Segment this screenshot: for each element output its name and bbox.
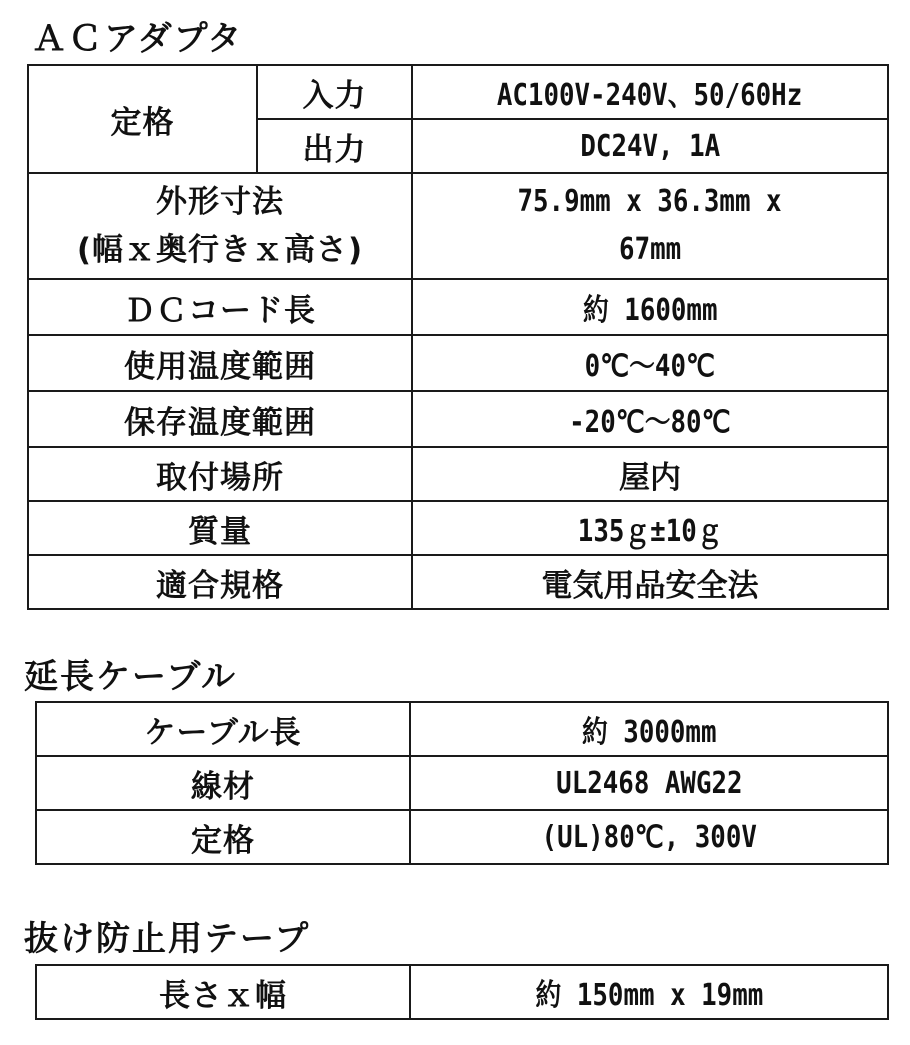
table-row — [36, 965, 888, 1019]
input-label: 入力 — [257, 65, 412, 119]
anti-slip-tape-spec-table — [35, 964, 889, 1020]
ac-adapter-title: ＡＣアダプタ — [32, 19, 244, 59]
dimensions-value-line2: 67mm — [618, 232, 682, 267]
anti-slip-tape-title: 抜け防止用テープ — [24, 919, 311, 959]
table-row — [28, 501, 888, 555]
table-row — [28, 555, 888, 609]
wire-label: 線材 — [36, 756, 410, 810]
dimensions-value-line1: 75.9mm x 36.3mm x — [517, 184, 783, 219]
table-row — [36, 756, 888, 810]
cable-rating-label: 定格 — [36, 810, 410, 864]
table-row — [28, 65, 888, 119]
mass-label: 質量 — [28, 501, 412, 555]
extension-cable-title: 延長ケーブル — [24, 657, 237, 697]
wire-value: UL2468 AWG22 — [555, 765, 743, 801]
cable-rating-value: (UL)80℃, 300V — [541, 819, 757, 855]
output-label: 出力 — [257, 119, 412, 173]
input-value: AC100V-240V、50/60Hz — [497, 78, 803, 113]
dimensions-label-line2: (幅ｘ奥行きｘ高さ) — [76, 232, 364, 268]
table-row — [36, 702, 888, 756]
output-value: DC24V, 1A — [580, 128, 720, 164]
table-row — [28, 173, 888, 279]
extension-cable-spec-table — [35, 701, 889, 865]
dc-cord-value: 約 1600mm — [582, 293, 718, 328]
table-row — [36, 810, 888, 864]
mounting-label: 取付場所 — [28, 447, 412, 501]
standard-value: 電気用品安全法 — [541, 567, 759, 604]
dc-cord-label: ＤＣコード長 — [28, 279, 412, 335]
storage-temp-label: 保存温度範囲 — [28, 391, 412, 447]
dimensions-label-line1: 外形寸法 — [156, 184, 284, 220]
mass-value: 135ｇ±10ｇ — [577, 514, 723, 549]
cable-length-label: ケーブル長 — [36, 702, 410, 756]
table-row — [28, 447, 888, 501]
operating-temp-value: 0℃～40℃ — [584, 349, 716, 384]
rating-label: 定格 — [28, 65, 257, 173]
storage-temp-value: -20℃～80℃ — [569, 405, 731, 440]
cable-length-value: 約 3000mm — [581, 715, 717, 750]
table-row — [28, 391, 888, 447]
tape-size-label: 長さｘ幅 — [36, 965, 410, 1019]
ac-adapter-spec-table — [27, 64, 889, 610]
operating-temp-label: 使用温度範囲 — [28, 335, 412, 391]
tape-size-value: 約 150mm x 19mm — [535, 978, 763, 1013]
table-row — [28, 279, 888, 335]
mounting-value: 屋内 — [619, 459, 681, 496]
standard-label: 適合規格 — [28, 555, 412, 609]
table-row — [28, 335, 888, 391]
